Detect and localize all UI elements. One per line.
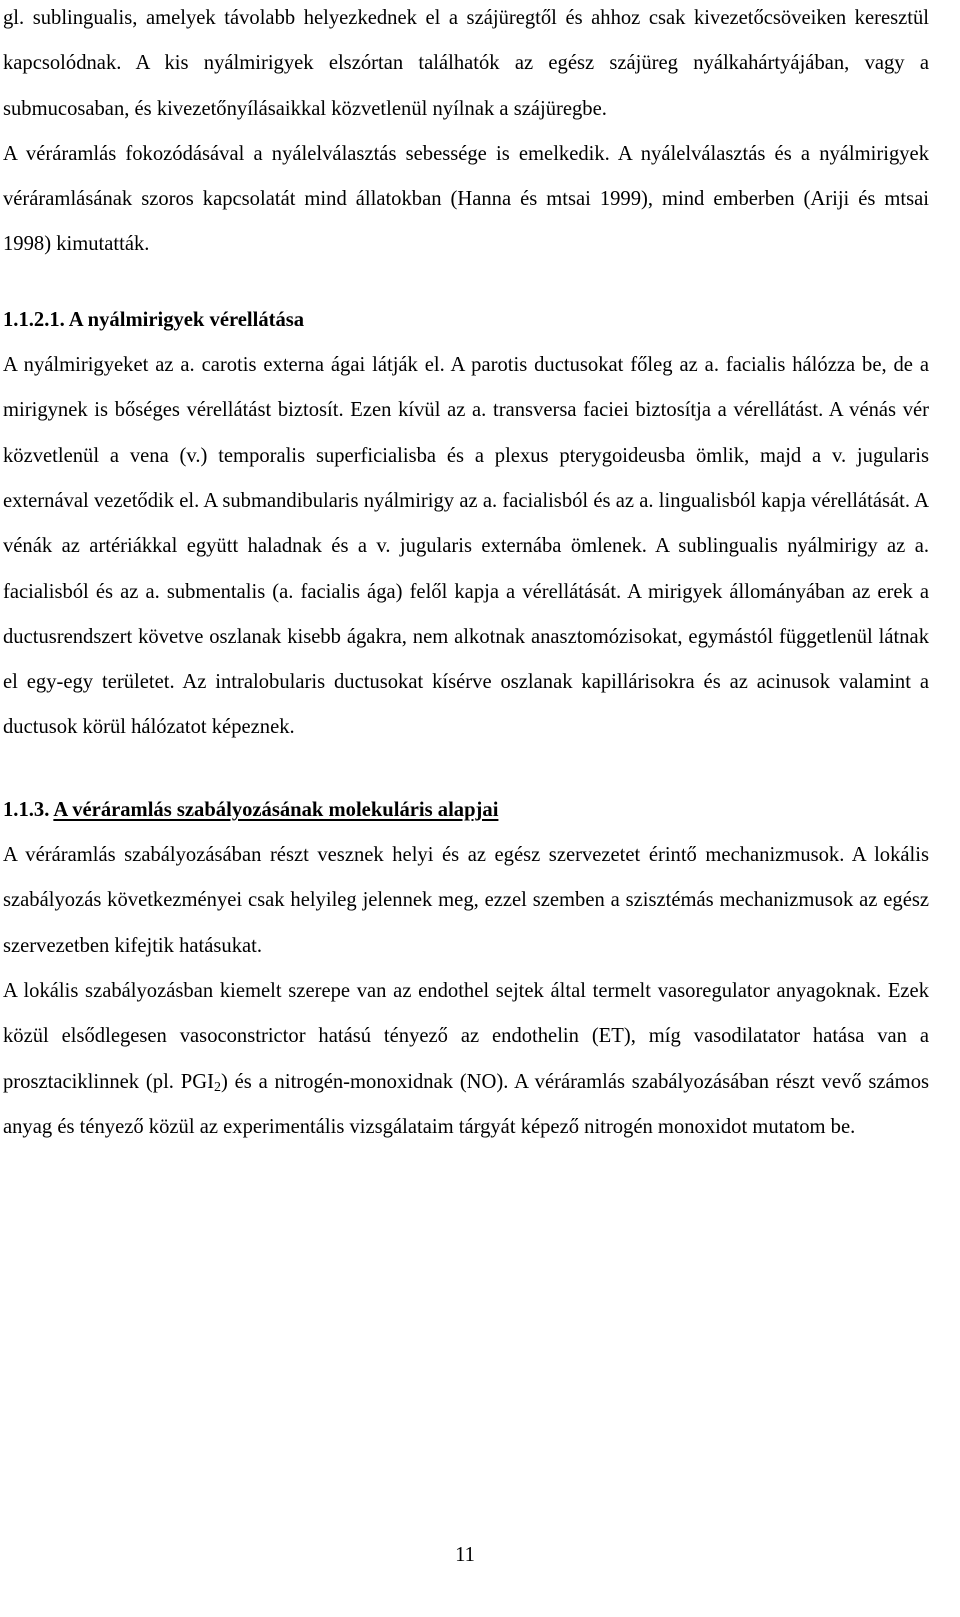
section-113-paragraph-1: A véráramlás szabályozásában részt vesznek helyi és az egész szervezetet érintő mechanizmusok. A lokális szabályozás következményei csak helyileg jelennek meg, ezzel szemben a szisztémás mechanizmusok az egész szervezetben kifejtik hatásukat.: [3, 844, 929, 957]
section-1121-title: A nyálmirigyek vérellátása: [68, 308, 305, 331]
subscript-2: 2: [213, 1079, 221, 1095]
section-1121-number: 1.1.2.1.: [3, 308, 65, 331]
section-1121-paragraph: A nyálmirigyeket az a. carotis externa ágai látják el. A parotis ductusokat főleg az a. facialis hálózza be, de a mirigynek is bőséges vérellátást biztosít. Ezen kívül az a. transversa faciei biztosítja a vérellátást. A vénás vér közvetlenül a vena (v.) temporalis superficialisba és a plexus pterygoideusba ömlik, majd a v. jugularis externával vezetődik el. A submandibularis nyálmirigy az a. facialisból és az a. lingualisból kapja vérellátását. A vénák az artériákkal együtt haladnak és a v. jugularis externába ömlenek. A sublingualis nyálmirigy az a. facialisból és az a. submentalis (a. facialis ága) felől kapja a vérellátását. A mirigyek állományában az erek a ductusrendszert követve oszlanak kisebb ágakra, nem alkotnak anasztomózisokat, egymástól függetlenül látnak el egy-egy területet. Az intralobularis ductusokat kísérve oszlanak kapillárisokra és az acinusok valamint a ductusok körül hálózatot képeznek.: [3, 354, 929, 739]
section-113-title: A véráramlás szabályozásának molekuláris alapjai: [53, 798, 499, 821]
section-113-number: 1.1.3.: [3, 798, 50, 821]
section-113-heading: [3, 788, 929, 833]
paragraph-2-text-after: ) és a nitrogén-monoxidnak (NO). A véráramlás szabályozásában részt vevő számos anyag és tényező közül az experimentális vizsgálataim tárgyát képező nitrogén monoxidot mutatom be.: [3, 1070, 930, 1138]
paragraph-2-text-before: A lokális szabályozásban kiemelt szerepe van az endothel sejtek által termelt vasoregulator anyagoknak. Ezek közül elsődlegesen vasoconstrictor hatású tényező az endothelin (ET), míg vasodilatator hatása van a prosztaciklinnek (pl. PGI: [3, 979, 929, 1093]
bloodflow-paragraph: A véráramlás fokozódásával a nyálelválasztás sebessége is emelkedik. A nyálelválasztás és a nyálmirigyek véráramlásának szoros kapcsolatát mind állatokban (Hanna és mtsai 1999), mind emberben (Ariji és mtsai 1998) kimutatták.: [3, 142, 929, 256]
section-spacer: [3, 751, 929, 788]
intro-paragraph: gl. sublingualis, amelyek távolabb helyezkednek el a szájüregtől és ahhoz csak kivezetőcsöveiken keresztül kapcsolódnak. A kis nyálmirigyek elszórtan találhatók az egész szájüreg nyálkahártyájában, vagy a submucosaban, és kivezetőnyílásaikkal közvetlenül nyílnak a szájüregbe.: [3, 7, 929, 120]
document-page: [3, 0, 929, 1150]
section-spacer: [3, 268, 929, 298]
section-113-paragraph-2: [3, 969, 929, 1150]
section-1121-heading: [3, 298, 929, 343]
page-number: 11: [455, 1544, 475, 1566]
